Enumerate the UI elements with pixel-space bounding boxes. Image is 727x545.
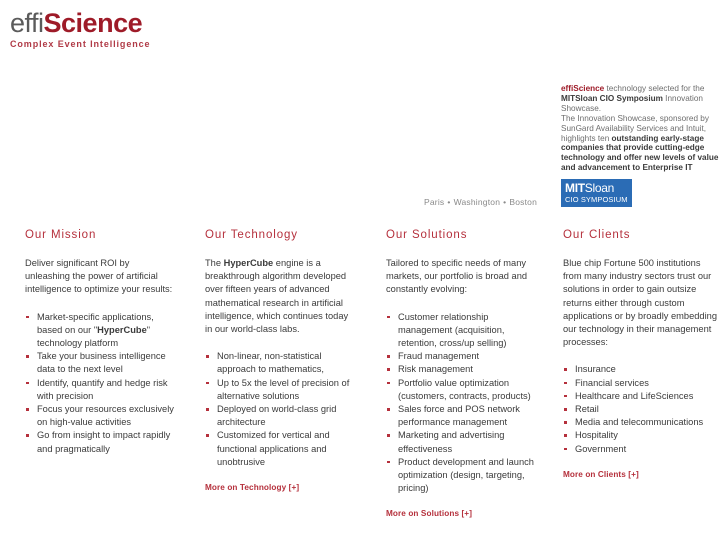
news-announcement xyxy=(561,84,726,173)
city-separator-2: • xyxy=(503,197,507,207)
intro-our-mission: Deliver significant ROI by unleashing the power of artificial intelligence to optimize your results: xyxy=(25,258,173,295)
news-headline xyxy=(561,84,726,114)
heading-our-solutions: Our Solutions xyxy=(386,229,468,241)
heading-our-mission: Our Mission xyxy=(25,229,97,241)
site-logo[interactable] xyxy=(10,8,150,49)
intro-tech-lead: The xyxy=(205,258,224,268)
list-item: Media and telecommunications xyxy=(563,416,718,429)
news-body-emphasis: outstanding early-stage companies that provide cutting-edge technology and offer new levels of value and advancement to Enterprise IT xyxy=(561,133,719,173)
intro-our-solutions: Tailored to specific needs of many markets, our portfolio is broad and constantly evolving: xyxy=(386,258,528,295)
list-item: Market-specific applications, based on our ʺHyperCubeʺ technology platform xyxy=(25,311,175,351)
mitsloan-logo-name xyxy=(565,182,632,195)
news-headline-tail: Innovation Showcase. xyxy=(561,93,703,113)
list-item: Insurance xyxy=(563,363,718,376)
city-washington: Washington xyxy=(453,197,501,207)
list-item: Non-linear, non-statistical approach to mathematics, xyxy=(205,350,355,376)
intro-our-clients: Blue chip Fortune 500 institutions from many industry sectors trust our solutions in order to gain outsize returns either through custom applications or by broadly embedding our technology in their management processes: xyxy=(563,258,718,348)
mitsloan-logo-sloan: Sloan xyxy=(584,181,614,195)
list-item: Up to 5x the level of precision of alternative solutions xyxy=(205,377,355,403)
mitsloan-logo-subtitle: CIO SYMPOSIUM xyxy=(565,195,628,204)
list-item: Retail xyxy=(563,403,718,416)
logo-wordmark xyxy=(10,8,150,38)
list-item: Marketing and advertising effectiveness xyxy=(386,429,541,455)
list-item: Product development and launch optimization (design, targeting, pricing) xyxy=(386,456,541,496)
list-item: Hospitality xyxy=(563,429,718,442)
heading-our-technology: Our Technology xyxy=(205,229,298,241)
more-on-clients-link[interactable]: More on Clients [+] xyxy=(563,469,639,479)
list-item: Focus your resources exclusively on high-value activities xyxy=(25,403,175,429)
list-our-solutions xyxy=(386,311,541,496)
list-item: Sales force and POS network performance management xyxy=(386,403,541,429)
news-body-regular: The Innovation Showcase, sponsored by SunGard Availability Services and Intuit, highlights ten xyxy=(561,113,709,143)
intro-our-technology xyxy=(205,257,355,336)
list-item: Identify, quantify and hedge risk with precision xyxy=(25,377,175,403)
list-item: Government xyxy=(563,443,718,456)
list-item: Risk management xyxy=(386,363,541,376)
news-brand-effi: effi xyxy=(561,84,574,93)
list-item: Take your business intelligence data to the next level xyxy=(25,350,175,376)
term-hypercube: HyperCube xyxy=(223,258,274,268)
list-our-clients xyxy=(563,363,718,455)
column-our-mission xyxy=(25,229,175,456)
heading-our-clients: Our Clients xyxy=(563,229,631,241)
more-on-solutions-link[interactable]: More on Solutions [+] xyxy=(386,509,473,519)
list-item: Portfolio value optimization (customers, contracts, products) xyxy=(386,377,541,403)
list-item: Healthcare and LifeSciences xyxy=(563,390,718,403)
list-our-mission xyxy=(25,311,175,456)
news-headline-mid: technology selected for the xyxy=(604,84,705,93)
more-on-technology-link[interactable]: More on Technology [+] xyxy=(205,483,300,493)
mitsloan-logo-mit: MIT xyxy=(565,181,585,195)
logo-text-effi: effi xyxy=(10,8,44,38)
list-item: Financial services xyxy=(563,377,718,390)
column-our-solutions xyxy=(386,229,541,521)
news-brand-science: Science xyxy=(573,84,605,93)
city-separator-1: • xyxy=(447,197,451,207)
list-our-technology xyxy=(205,350,355,469)
column-our-clients xyxy=(563,229,718,482)
list-item: Deployed on world-class grid architecture xyxy=(205,403,355,429)
term-hypercube: HyperCube xyxy=(97,324,147,335)
office-cities xyxy=(424,197,537,207)
logo-text-science: Science xyxy=(43,8,143,38)
list-item: Fraud management xyxy=(386,350,541,363)
intro-tech-rest: engine is a breakthrough algorithm developed over fifteen years of advanced mathematical research in artificial intelligence, which continues today in our world-class labs. xyxy=(205,258,349,335)
mitsloan-cio-symposium-logo[interactable] xyxy=(561,179,632,207)
logo-tagline: Complex Event Intelligence xyxy=(10,39,151,49)
list-item: Go from insight to impact rapidly and pragmatically xyxy=(25,429,175,455)
column-our-technology xyxy=(205,229,355,495)
list-item: Customer relationship management (acquisition, retention, cross/up selling) xyxy=(386,311,541,351)
list-item: Customized for vertical and functional applications and unobtrusive xyxy=(205,429,355,469)
city-boston: Boston xyxy=(509,197,537,207)
city-paris: Paris xyxy=(424,197,445,207)
news-body xyxy=(561,114,726,173)
news-event-name: MITSloan CIO Symposium xyxy=(561,93,663,103)
